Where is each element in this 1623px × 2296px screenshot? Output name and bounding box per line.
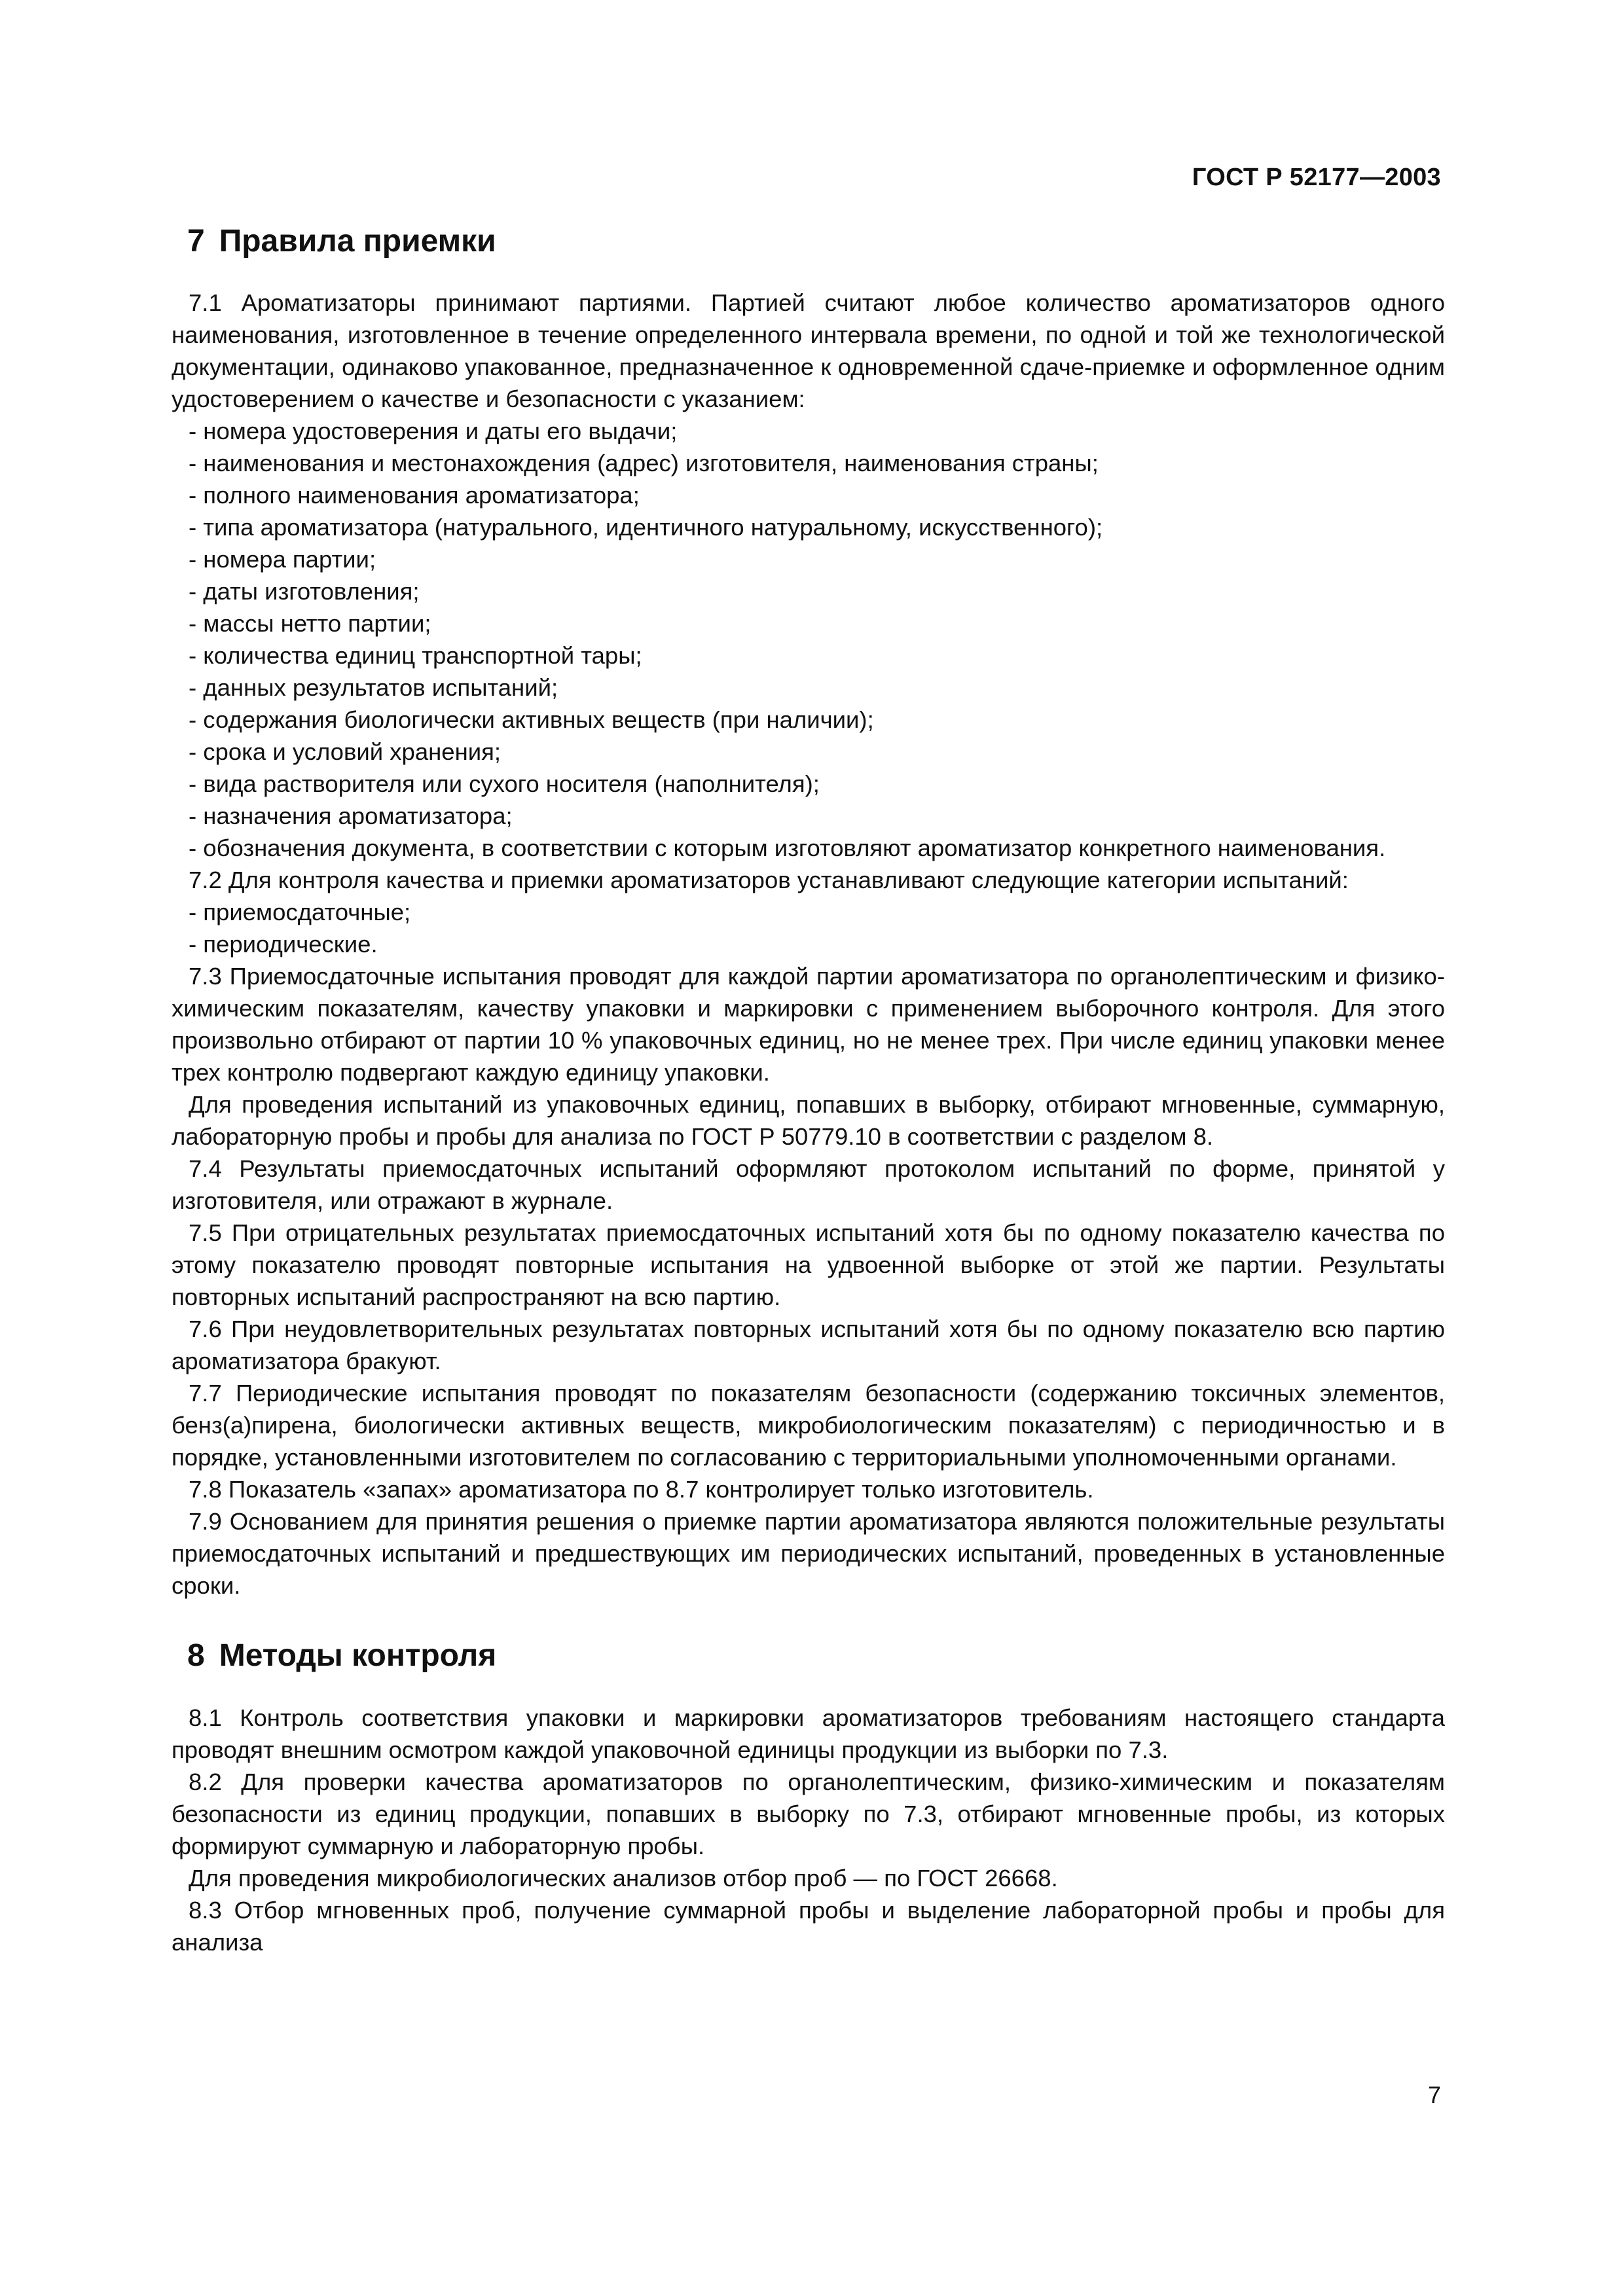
list-item: - периодические. xyxy=(189,930,378,958)
list-item: - номера партии; xyxy=(189,545,376,573)
list-7-1 xyxy=(172,415,1445,864)
paragraph-7-4: 7.4 Результаты приемосдаточных испытаний оформляют протоколом испытаний по форме, принятой у изготовителя, или отражают в журнале. xyxy=(172,1155,1445,1214)
paragraph-7-7: 7.7 Периодические испытания проводят по показателям безопасности (содержанию токсичных элементов, бенз(а)пирена, биологически активных веществ, микробиологическим показателям) с периодичностью и в порядке, установленными изготовителем по согласованию с территориальными уполномоченными органами. xyxy=(172,1379,1445,1471)
list-item: - количества единиц транспортной тары; xyxy=(189,641,642,669)
paragraph-7-8: 7.8 Показатель «запах» ароматизатора по 8.7 контролирует только изготовитель. xyxy=(189,1475,1094,1503)
paragraph-8-3: 8.3 Отбор мгновенных проб, получение суммарной пробы и выделение лабораторной пробы и пробы для анализа xyxy=(172,1897,1445,1956)
list-7-2 xyxy=(172,896,1445,960)
list-item: - типа ароматизатора (натурального, идентичного натуральному, искусственного); xyxy=(189,513,1103,541)
section-7-title xyxy=(187,223,1445,260)
paragraph-7-5: 7.5 При отрицательных результатах приемосдаточных испытаний хотя бы по одному показателю качества по этому показателю проводят повторные испытания на удвоенной выборке от этой же партии. Результаты повторных испытаний распространяют на всю партию. xyxy=(172,1219,1445,1310)
list-item: - срока и условий хранения; xyxy=(189,738,501,765)
list-item: - обозначения документа, в соответствии с которым изготовляют ароматизатор конкретного наименования. xyxy=(189,834,1386,861)
list-item: - полного наименования ароматизатора; xyxy=(189,481,640,509)
paragraph-7-1: 7.1 Ароматизаторы принимают партиями. Партией считают любое количество ароматизаторов одного наименования, изготовленное в течение определенного интервала времени, по одной и той же технологической документации, одинаково упакованное, предназначенное к одновременной сдаче-приемке и оформленное одним удостоверением о качестве и безопасности с указанием: xyxy=(172,289,1445,412)
section-8-title xyxy=(187,1637,1445,1675)
list-item: - даты изготовления; xyxy=(189,577,420,605)
list-item: - номера удостоверения и даты его выдачи; xyxy=(189,417,678,444)
paragraph-7-3-continued: Для проведения испытаний из упаковочных единиц, попавших в выборку, отбирают мгновенные, суммарную, лабораторную пробы и пробы для анализа по ГОСТ Р 50779.10 в соответствии с разделом 8. xyxy=(172,1090,1445,1150)
list-item: - наименования и местонахождения (адрес) изготовителя, наименования страны; xyxy=(189,449,1099,476)
list-item: - содержания биологически активных веществ (при наличии); xyxy=(189,706,874,733)
paragraph-7-3: 7.3 Приемосдаточные испытания проводят для каждой партии ароматизатора по органолептическим и физико-химическим показателям, качеству упаковки и маркировки с применением выборочного контроля. Для этого произвольно отбирают от партии 10 % упаковочных единиц, но не менее трех. При числе единиц упаковки менее трех контролю подвергают каждую единицу упаковки. xyxy=(172,962,1445,1086)
list-item: - данных результатов испытаний; xyxy=(189,673,558,701)
page-content xyxy=(172,223,1445,1958)
paragraph-8-1: 8.1 Контроль соответствия упаковки и маркировки ароматизаторов требованиям настоящего стандарта проводят внешним осмотром каждой упаковочной единицы продукции из выборки по 7.3. xyxy=(172,1704,1445,1764)
section-7-number: 7 xyxy=(187,224,205,259)
paragraph-8-2: 8.2 Для проверки качества ароматизаторов по органолептическим, физико-химическим и показателям безопасности из единиц продукции, попавших в выборку по 7.3, отбирают мгновенные пробы, из которых формируют суммарную и лабораторную пробы. xyxy=(172,1768,1445,1860)
paragraph-7-9: 7.9 Основанием для принятия решения о приемке партии ароматизатора являются положительные результаты приемосдаточных испытаний и предшествующих им периодических испытаний, проведенных в установленные сроки. xyxy=(172,1507,1445,1599)
paragraph-7-2: 7.2 Для контроля качества и приемки ароматизаторов устанавливают следующие категории испытаний: xyxy=(189,866,1349,893)
section-7-title-text: Правила приемки xyxy=(219,224,496,259)
section-8-number: 8 xyxy=(187,1638,205,1673)
list-item: - приемосдаточные; xyxy=(189,898,411,925)
list-item: - вида растворителя или сухого носителя (наполнителя); xyxy=(189,770,820,797)
section-8-title-text: Методы контроля xyxy=(219,1638,497,1673)
page-number: 7 xyxy=(1427,2081,1441,2108)
paragraph-8-2-continued: Для проведения микробиологических анализов отбор проб — по ГОСТ 26668. xyxy=(189,1865,1058,1892)
paragraph-7-6: 7.6 При неудовлетворительных результатах повторных испытаний хотя бы по одному показателю всю партию ароматизатора бракуют. xyxy=(172,1315,1445,1374)
document-code: ГОСТ Р 52177—2003 xyxy=(1192,164,1441,191)
list-item: - назначения ароматизатора; xyxy=(189,802,513,829)
list-item: - массы нетто партии; xyxy=(189,609,431,637)
